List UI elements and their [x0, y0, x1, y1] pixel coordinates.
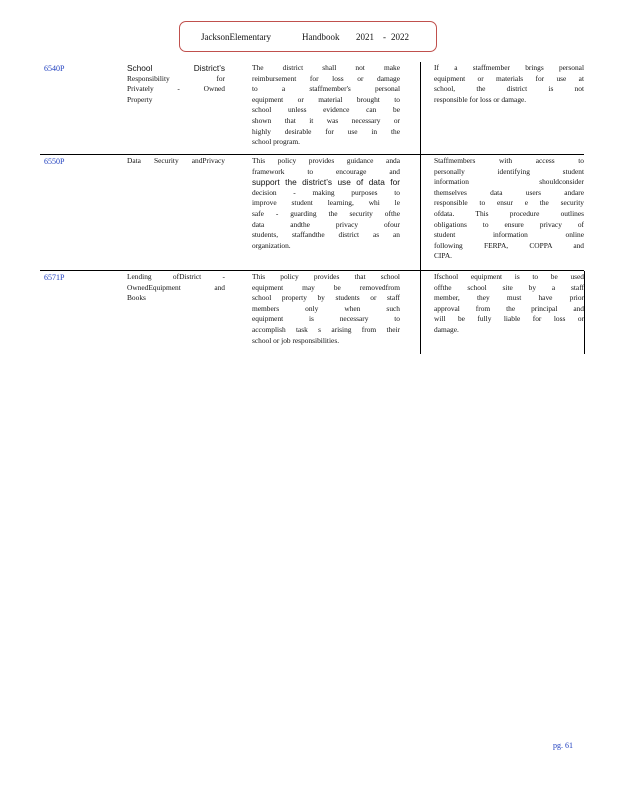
policy-description	[252, 63, 400, 148]
policy-description	[252, 156, 400, 251]
title-line: Privately - Owned	[127, 84, 225, 94]
description-line: organization.	[252, 240, 291, 250]
table-row	[40, 155, 584, 270]
description-line: reimbursement for loss or damage	[252, 73, 400, 83]
procedure-line: Ifschool equipment is to be used	[434, 272, 584, 281]
column-divider	[420, 271, 421, 354]
description-line: shown that it was necessary or	[252, 115, 400, 125]
policy-title	[127, 272, 225, 304]
procedure-text	[434, 63, 584, 105]
procedure-line: member, they must have prior	[434, 293, 584, 303]
procedure-line: responsible to ensur e the security	[434, 198, 584, 208]
page-number: pg. 61	[553, 741, 573, 750]
procedure-line: obligations to ensure privacy of	[434, 219, 584, 229]
title-line: School District’s	[127, 63, 225, 73]
handbook-title: Handbook	[302, 32, 340, 42]
description-line: support the district’s use of data for	[252, 177, 400, 188]
description-line: improve student learning, whi le	[252, 198, 400, 208]
title-line: Lending ofDistrict -	[127, 272, 225, 281]
description-line: data andthe privacy ofour	[252, 219, 400, 229]
year-start: 2021	[356, 32, 374, 42]
title-line: OwnedEquipment and	[127, 282, 225, 292]
procedure-line: CIPA.	[434, 251, 453, 261]
title-line: Books	[127, 293, 146, 303]
policy-code[interactable]: 6571P	[44, 273, 65, 282]
description-line: members only when such	[252, 303, 400, 313]
description-line: highly desirable for use in the	[252, 126, 400, 136]
description-line: The district shall not make	[252, 63, 400, 72]
description-line: school or job responsibilities.	[252, 335, 340, 345]
description-line: school unless evidence can be	[252, 105, 400, 115]
description-line: equipment may be removedfrom	[252, 282, 400, 292]
procedure-text	[434, 156, 584, 262]
title-line: Responsibility for	[127, 73, 225, 83]
description-line: decision - making purposes to	[252, 187, 400, 197]
school-name: JacksonElementary	[201, 32, 271, 42]
procedure-line: themselves data users andare	[434, 187, 584, 197]
procedure-line: information shouldconsider	[434, 177, 584, 187]
description-line: equipment is necessary to	[252, 314, 400, 324]
procedure-line: school, the district is not	[434, 84, 584, 94]
column-divider	[420, 155, 421, 270]
policy-code[interactable]: 6540P	[44, 64, 65, 73]
description-line: framework to encourage and	[252, 166, 400, 176]
title-line: Data Security andPrivacy	[127, 156, 225, 165]
description-line: school program.	[252, 137, 301, 147]
description-line: This policy provides guidance anda	[252, 156, 400, 165]
handbook-header	[179, 21, 437, 52]
procedure-text	[434, 272, 584, 336]
policy-code[interactable]: 6550P	[44, 157, 65, 166]
procedure-line: following FERPA, COPPA and	[434, 240, 584, 250]
procedure-line: approval from the principal and	[434, 303, 584, 313]
description-line: equipment or material brought to	[252, 94, 400, 104]
procedure-line: If a staffmember brings personal	[434, 63, 584, 72]
procedure-line: ofdata. This procedure outlines	[434, 208, 584, 218]
procedure-line: damage.	[434, 324, 459, 334]
description-line: students, staffandthe district as an	[252, 230, 400, 240]
table-row	[40, 62, 584, 154]
procedure-line: Staffmembers with access to	[434, 156, 584, 165]
description-line: This policy provides that school	[252, 272, 400, 281]
description-line: school property by students or staff	[252, 293, 400, 303]
procedure-line: responsible for loss or damage.	[434, 94, 527, 104]
table-row	[40, 271, 584, 354]
procedure-line: student information online	[434, 230, 584, 240]
column-divider	[420, 62, 421, 154]
description-line: to a staffmember's personal	[252, 84, 400, 94]
procedure-line: offthe school site by a staff	[434, 282, 584, 292]
procedure-line: will be fully liable for loss or	[434, 314, 584, 324]
table-right-edge	[584, 271, 585, 354]
year-dash: -	[383, 32, 386, 42]
policy-title	[127, 63, 225, 105]
description-line: accomplish task s arising from their	[252, 324, 400, 334]
policy-title	[127, 156, 225, 167]
description-line: safe - guarding the security ofthe	[252, 208, 400, 218]
policy-description	[252, 272, 400, 346]
year-end: 2022	[391, 32, 409, 42]
procedure-line: personally identifying student	[434, 166, 584, 176]
title-line: Property	[127, 94, 153, 104]
procedure-line: equipment or materials for use at	[434, 73, 584, 83]
